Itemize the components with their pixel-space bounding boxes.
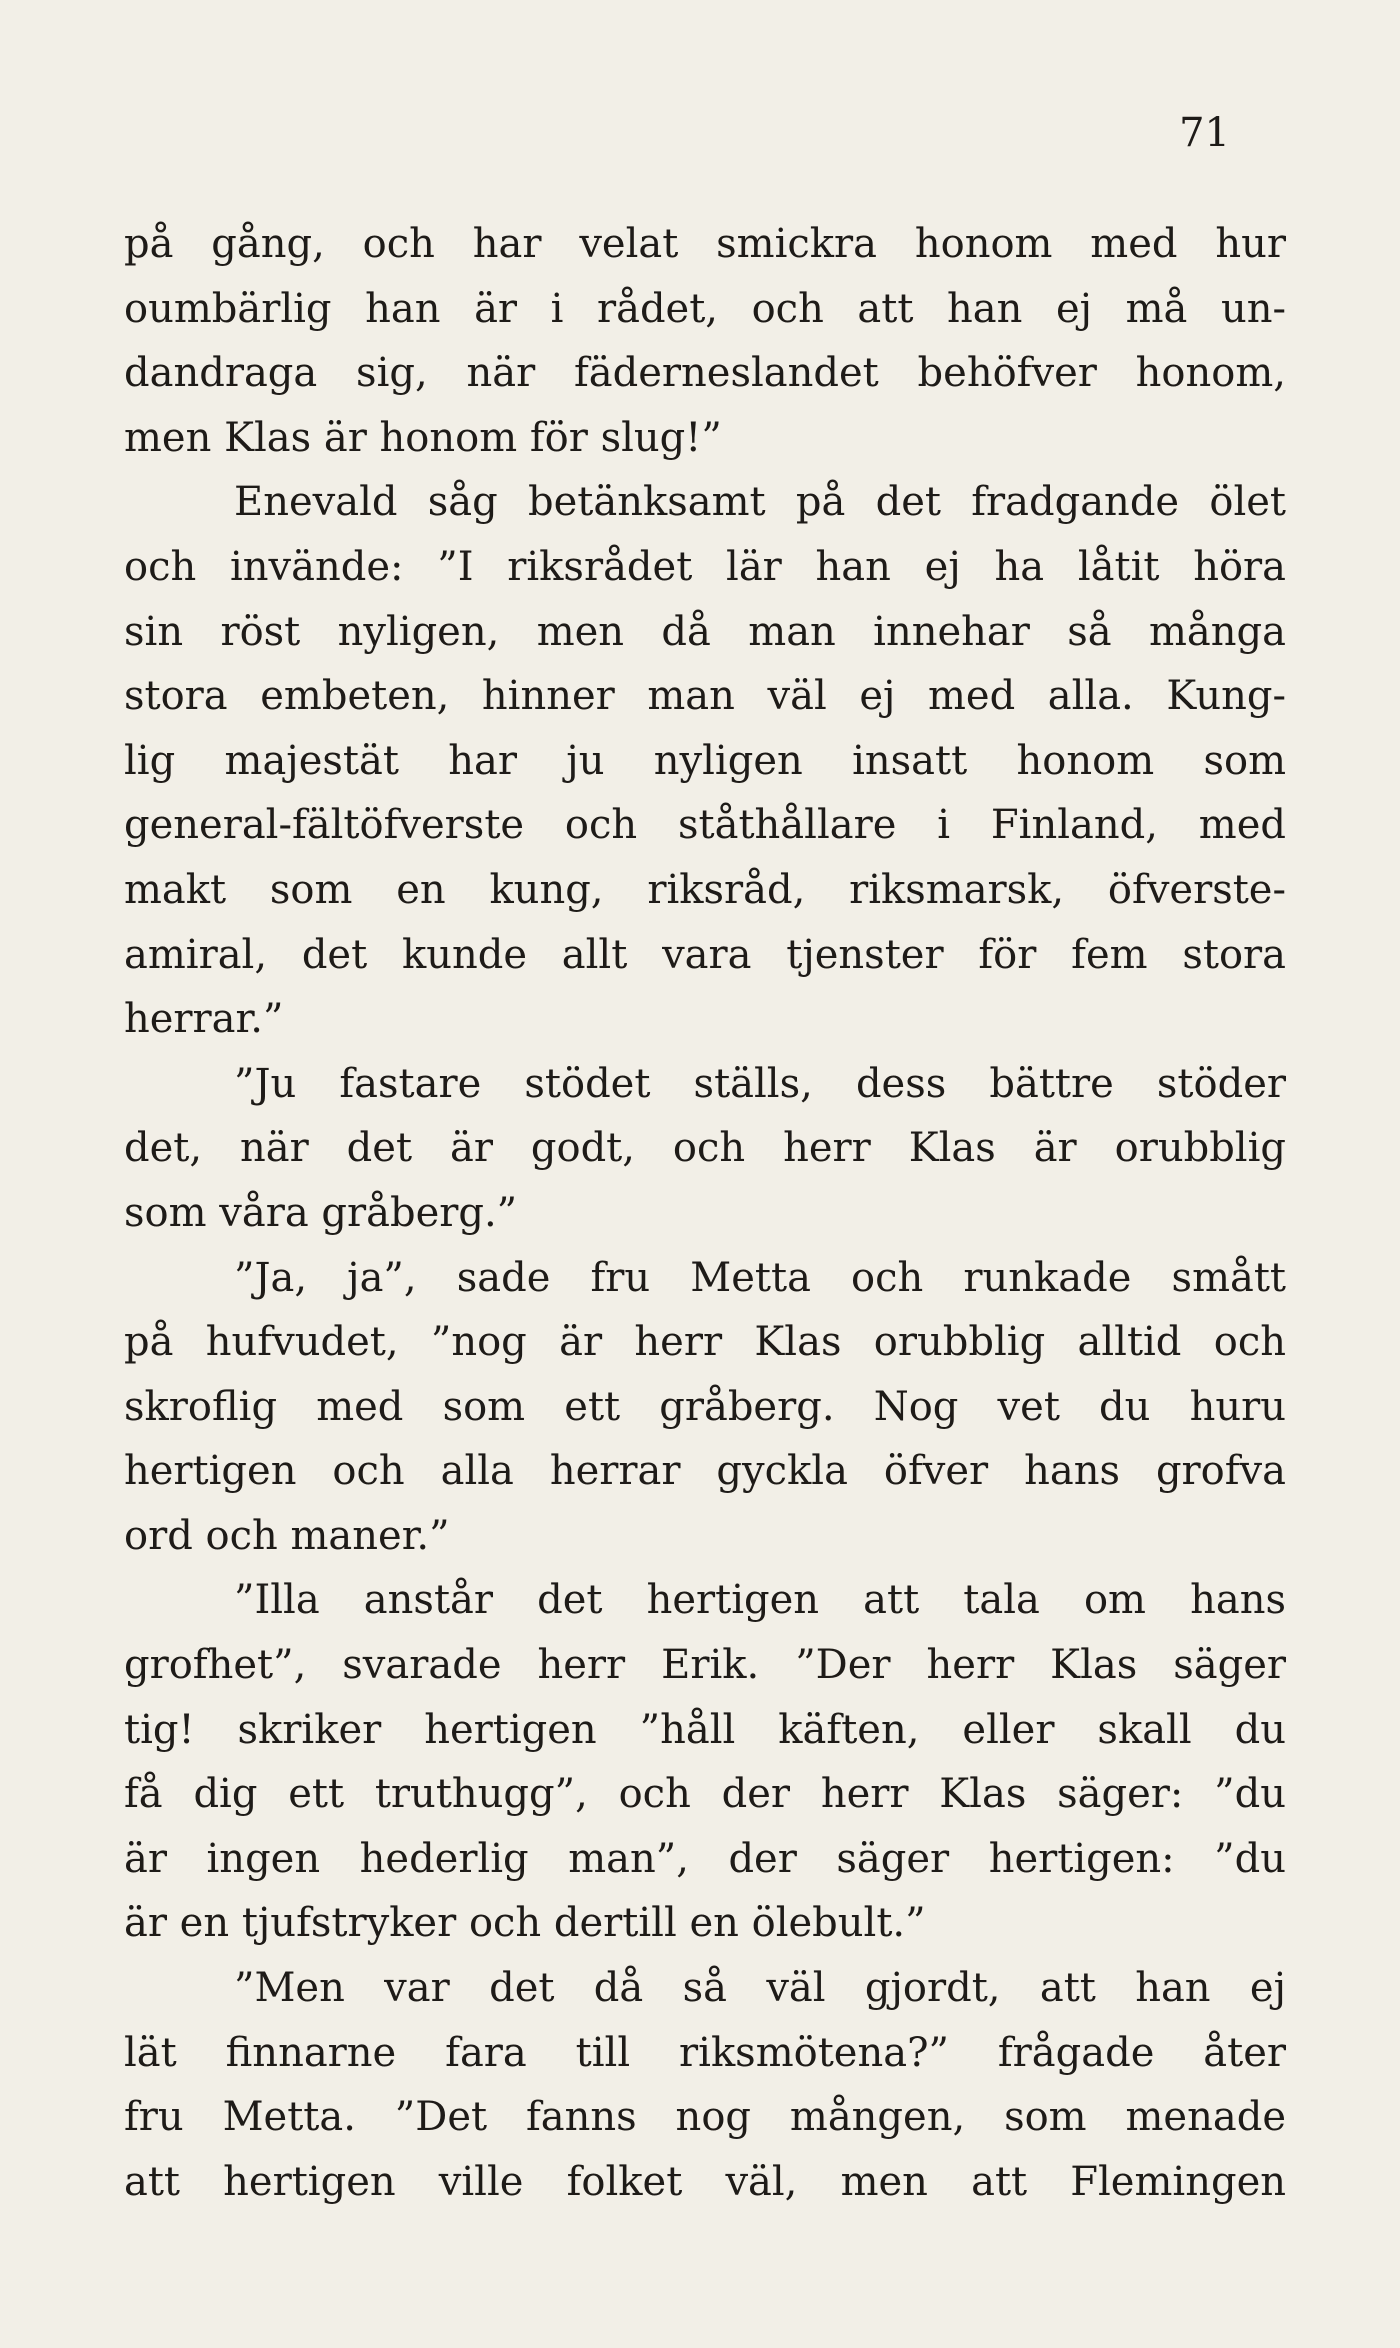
text-line: stora embeten, hinner man väl ej med alla. Kung- (124, 673, 1286, 720)
text-line: få dig ett truthugg”, och der herr Klas säger: ”du (124, 1771, 1286, 1818)
text-line: dandraga sig, när fäderneslandet behöfver honom, (124, 350, 1286, 397)
text-line: hertigen och alla herrar gyckla öfver hans grofva (124, 1448, 1286, 1495)
text-line: amiral, det kunde allt vara tjenster för fem stora (124, 931, 1286, 978)
paragraph-2 (124, 470, 1286, 1051)
text-line: grofhet”, svarade herr Erik. ”Der herr Klas säger (124, 1642, 1286, 1689)
text-line: på hufvudet, ”nog är herr Klas orubblig alltid och (124, 1319, 1286, 1366)
body-text (124, 212, 1286, 2214)
text-line: ”Ja, ja”, sade fru Metta och runkade smått (234, 1254, 1286, 1301)
text-line: ord och maner.” (124, 1512, 450, 1559)
text-line: oumbärlig han är i rådet, och att han ej må un- (124, 285, 1286, 332)
paragraph-4 (124, 1246, 1286, 1569)
text-line: är en tjufstryker och dertill en ölebult.” (124, 1900, 926, 1947)
text-line: att hertigen ville folket väl, men att Flemingen (124, 2158, 1286, 2205)
text-line: fru Metta. ”Det fanns nog mången, som menade (124, 2094, 1286, 2141)
page-number: 71 (1179, 110, 1230, 156)
text-line: sin röst nyligen, men då man innehar så många (124, 608, 1286, 655)
text-line: ”Illa anstår det hertigen att tala om hans (234, 1577, 1286, 1624)
text-line: skroflig med som ett gråberg. Nog vet du huru (124, 1383, 1286, 1430)
text-line: ”Men var det då så väl gjordt, att han ej (234, 1965, 1286, 2012)
text-line: Enevald såg betänksamt på det fradgande ölet (234, 479, 1286, 526)
text-line: som våra gråberg.” (124, 1189, 518, 1236)
text-line: general-fältöfverste och ståthållare i Finland, med (124, 802, 1286, 849)
text-line: men Klas är honom för slug!” (124, 414, 722, 461)
text-line: herrar.” (124, 996, 284, 1043)
text-line: och invände: ”I riksrådet lär han ej ha låtit höra (124, 543, 1286, 590)
paragraph-5 (124, 1568, 1286, 1956)
paragraph-1 (124, 212, 1286, 470)
paragraph-6 (124, 1956, 1286, 2214)
text-line: på gång, och har velat smickra honom med hur (124, 221, 1286, 267)
text-line: makt som en kung, riksråd, riksmarsk, öfverste- (124, 866, 1286, 913)
text-line: det, när det är godt, och herr Klas är orubblig (124, 1125, 1286, 1172)
text-line: lig majestät har ju nyligen insatt honom som (124, 737, 1286, 784)
text-line: ”Ju fastare stödet ställs, dess bättre stöder (234, 1060, 1286, 1107)
text-line: tig! skriker hertigen ”håll käften, eller skall du (124, 1706, 1286, 1753)
paragraph-3 (124, 1052, 1286, 1246)
text-line: lät finnarne fara till riksmötena?” frågade åter (124, 2029, 1286, 2076)
text-line: är ingen hederlig man”, der säger hertigen: ”du (124, 1835, 1286, 1882)
